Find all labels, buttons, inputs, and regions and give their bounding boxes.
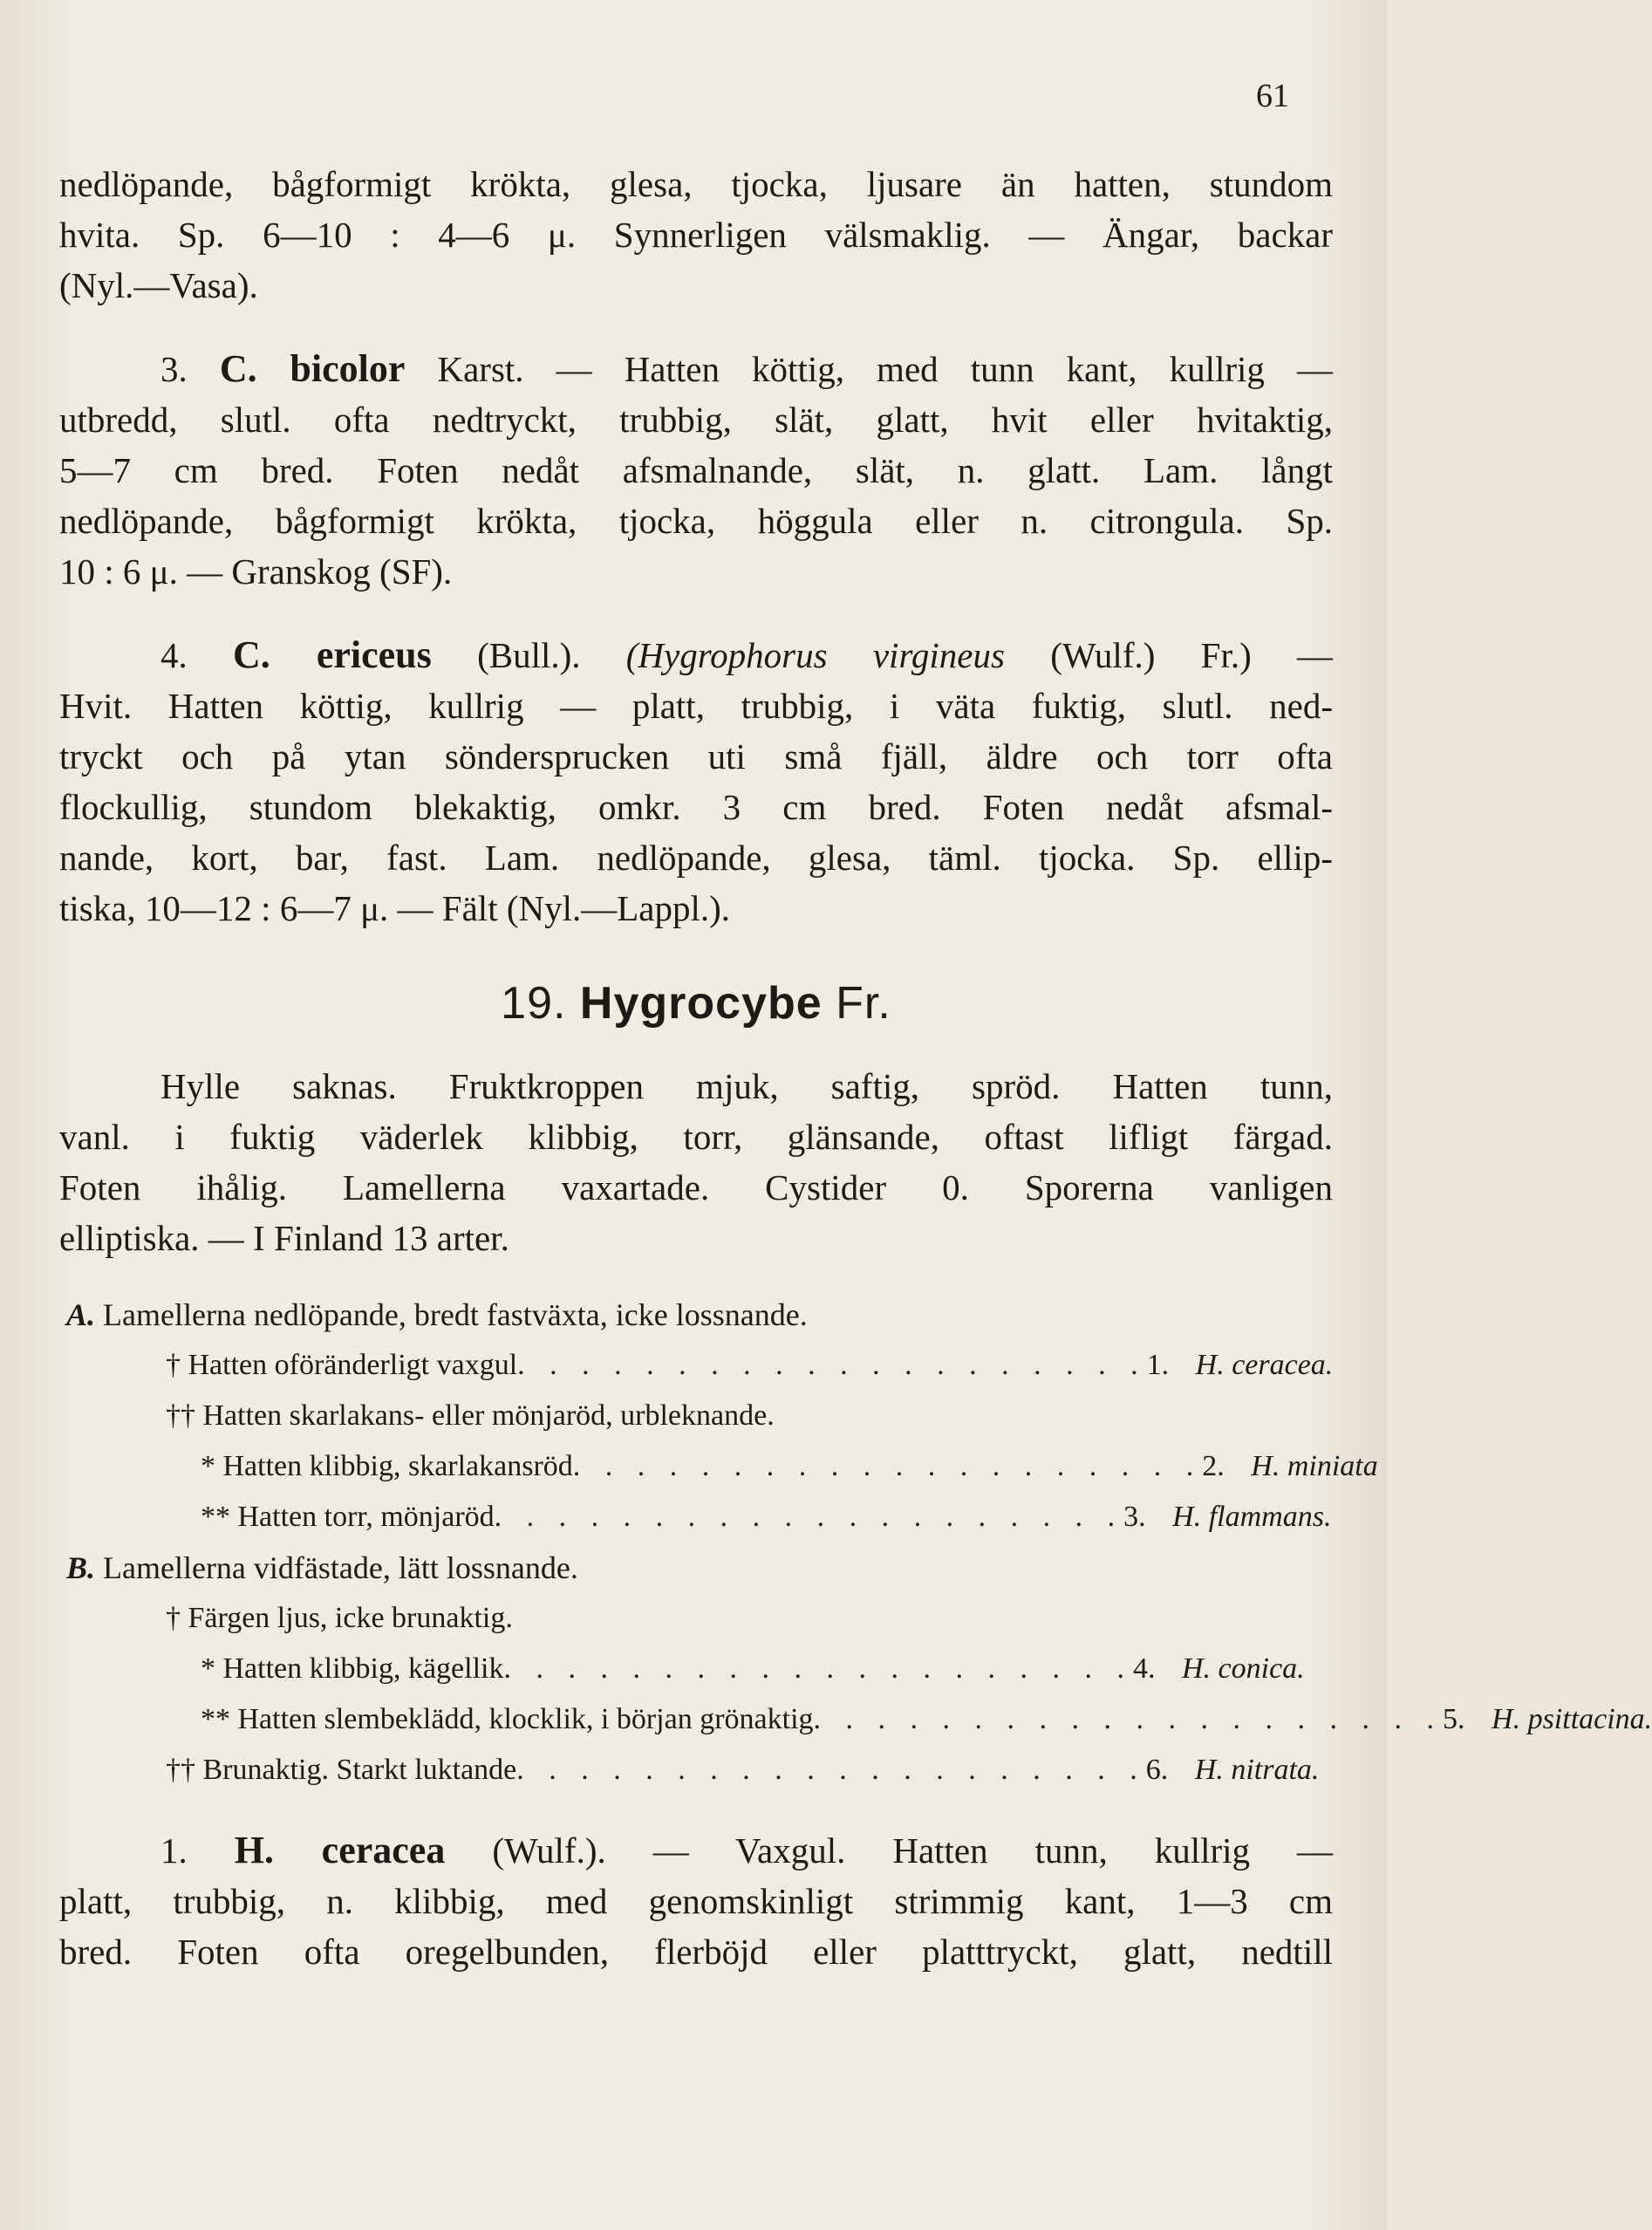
key-text: Hatten oföränderligt vaxgul	[188, 1349, 518, 1381]
text-line: Hylle saknas. Fruktkroppen mjuk, saftig, spröd. Hatten tunn,	[160, 1066, 1333, 1106]
text-line: nedlöpande, bågformigt krökta, tjocka, höggula eller n. citrongula. Sp.	[59, 501, 1333, 541]
species-name: C. bicolor	[219, 347, 406, 390]
text-line: flockullig, stundom blekaktig, omkr. 3 cm bred. Foten nedåt afsmal-	[59, 787, 1333, 827]
key-text: Färgen ljus, icke brunaktig.	[188, 1602, 513, 1634]
text-line: nande, kort, bar, fast. Lam. nedlöpande, glesa, täml. tjocka. Sp. ellip-	[59, 838, 1333, 878]
synonym-name: (Hygrophorus virgineus	[625, 635, 1005, 675]
text-line: Karst. — Hatten köttig, med tunn kant, kullrig —	[437, 349, 1333, 389]
text-line: Hvit. Hatten köttig, kullrig — platt, trubbig, i väta fuktig, slutl. ned-	[59, 686, 1333, 726]
key-text: Hatten klibbig, kägellik	[222, 1652, 504, 1685]
genus-author: Fr.	[836, 978, 891, 1029]
key-taxon: H. miniata	[1251, 1450, 1378, 1482]
key-mark: †	[166, 1602, 181, 1634]
text-line: elliptiska. — I Finland 13 arter.	[59, 1218, 509, 1258]
key-text: Hatten torr, mönjaröd	[237, 1501, 495, 1533]
species-entry-heading	[59, 630, 1333, 681]
key-taxon: H. nitrata.	[1194, 1754, 1320, 1786]
leader-dots: . . . . . . . . . . . . . . . . . . . .	[516, 1754, 1146, 1786]
species-name: H. ceracea	[234, 1829, 446, 1871]
key-group-b	[59, 1543, 1333, 1593]
leader-dots: . . . . . . . . . . . . . . . . . . . .	[503, 1652, 1133, 1685]
text-line: vanl. i fuktig väderlek klibbig, torr, glänsande, oftast lifligt färgad.	[59, 1117, 1333, 1157]
key-species-number: 4.	[1133, 1652, 1156, 1685]
genus-heading	[59, 977, 1333, 1029]
leader-dots: . . . . . . . . . . . . . . . . . . . .	[813, 1703, 1444, 1735]
species-entry-heading	[59, 344, 1333, 394]
key-mark: ††	[166, 1399, 195, 1432]
key-mark: *	[201, 1652, 215, 1685]
key-species-number: 1.	[1146, 1349, 1170, 1381]
text-line: Foten ihålig. Lamellerna vaxartade. Cystider 0. Sporerna vanligen	[59, 1167, 1333, 1207]
key-group-a	[59, 1289, 1333, 1340]
text-line: hvita. Sp. 6—10 : 4—6 μ. Synnerligen välsmaklig. — Ängar, backar	[59, 215, 1333, 255]
text-line: (Nyl.—Vasa).	[59, 265, 258, 305]
species-author: (Bull.).	[477, 635, 581, 675]
key-taxon: H. flammans.	[1172, 1501, 1332, 1533]
key-mark: **	[201, 1501, 230, 1533]
key-entry	[59, 1745, 1333, 1796]
key-species-number: 3.	[1123, 1501, 1146, 1533]
text-line: 5—7 cm bred. Foten nedåt afsmalnande, slät, n. glatt. Lam. långt	[59, 450, 1333, 490]
key-species-number: 2.	[1202, 1450, 1225, 1482]
identification-key	[59, 1289, 1652, 1796]
key-mark: ††	[166, 1754, 195, 1786]
species-number: 3.	[160, 349, 188, 389]
key-text: Lamellerna nedlöpande, bredt fastväxta, icke lossnande.	[103, 1297, 808, 1332]
text-line: platt, trubbig, n. klibbig, med genomskinligt strimmig kant, 1—3 cm	[59, 1881, 1333, 1921]
key-entry	[59, 1391, 1333, 1441]
text-line: bred. Foten ofta oregelbunden, flerböjd eller platttryckt, glatt, nedtill	[59, 1932, 1333, 1972]
text-line: nedlöpande, bågformigt krökta, glesa, tjocka, ljusare än hatten, stundom	[59, 164, 1333, 204]
text-line: tiska, 10—12 : 6—7 μ. — Fält (Nyl.—Lappl.).	[59, 888, 731, 928]
key-entry	[59, 1492, 1333, 1543]
genus-number: 19.	[501, 978, 567, 1029]
key-text: Hatten slembeklädd, klocklik, i början grönaktig	[237, 1703, 814, 1735]
key-species-number: 6.	[1145, 1754, 1169, 1786]
key-text: Hatten klibbig, skarlakansröd	[222, 1450, 573, 1482]
species-entry-heading	[59, 1825, 1333, 1876]
key-entry	[59, 1694, 1652, 1745]
species-number: 4.	[160, 635, 188, 675]
text-line: utbredd, slutl. ofta nedtryckt, trubbig, slät, glatt, hvit eller hvitaktig,	[59, 400, 1333, 440]
genus-name: Hygrocybe	[579, 978, 823, 1029]
key-species-number: 5.	[1443, 1703, 1465, 1735]
leader-dots: . . . . . . . . . . . . . . . . . . . .	[572, 1450, 1203, 1482]
key-taxon: H. conica.	[1182, 1652, 1305, 1685]
key-entry	[59, 1441, 1378, 1492]
key-letter: B.	[66, 1550, 96, 1585]
species-number: 1.	[160, 1830, 188, 1871]
page-number: 61	[1256, 78, 1289, 114]
key-entry	[59, 1644, 1333, 1694]
key-entry	[59, 1593, 1333, 1644]
key-mark: **	[201, 1703, 230, 1735]
leader-dots: . . . . . . . . . . . . . . . . . . . .	[517, 1349, 1147, 1381]
key-letter: A.	[66, 1297, 96, 1332]
text-line: 10 : 6 μ. — Granskog (SF).	[59, 551, 453, 592]
text-line: (Wulf.). — Vaxgul. Hatten tunn, kullrig —	[492, 1830, 1334, 1871]
species-name: C. ericeus	[233, 633, 432, 676]
page-body	[59, 159, 1652, 1977]
text-line: tryckt och på ytan söndersprucken uti små fjäll, äldre och torr ofta	[59, 736, 1333, 776]
key-taxon: H. psittacina.	[1492, 1703, 1652, 1735]
leader-dots: . . . . . . . . . . . . . . . . . . . .	[494, 1501, 1124, 1533]
key-text: Brunaktig. Starkt luktande	[202, 1754, 517, 1786]
key-mark: †	[166, 1349, 181, 1381]
key-text: Lamellerna vidfästade, lätt lossnande.	[103, 1550, 578, 1585]
key-entry	[59, 1340, 1333, 1391]
key-mark: *	[201, 1450, 215, 1482]
key-taxon: H. ceracea.	[1195, 1349, 1334, 1381]
key-text: Hatten skarlakans- eller mönjaröd, urbleknande.	[202, 1399, 775, 1432]
synonym-author: (Wulf.) Fr.) —	[1050, 635, 1334, 675]
